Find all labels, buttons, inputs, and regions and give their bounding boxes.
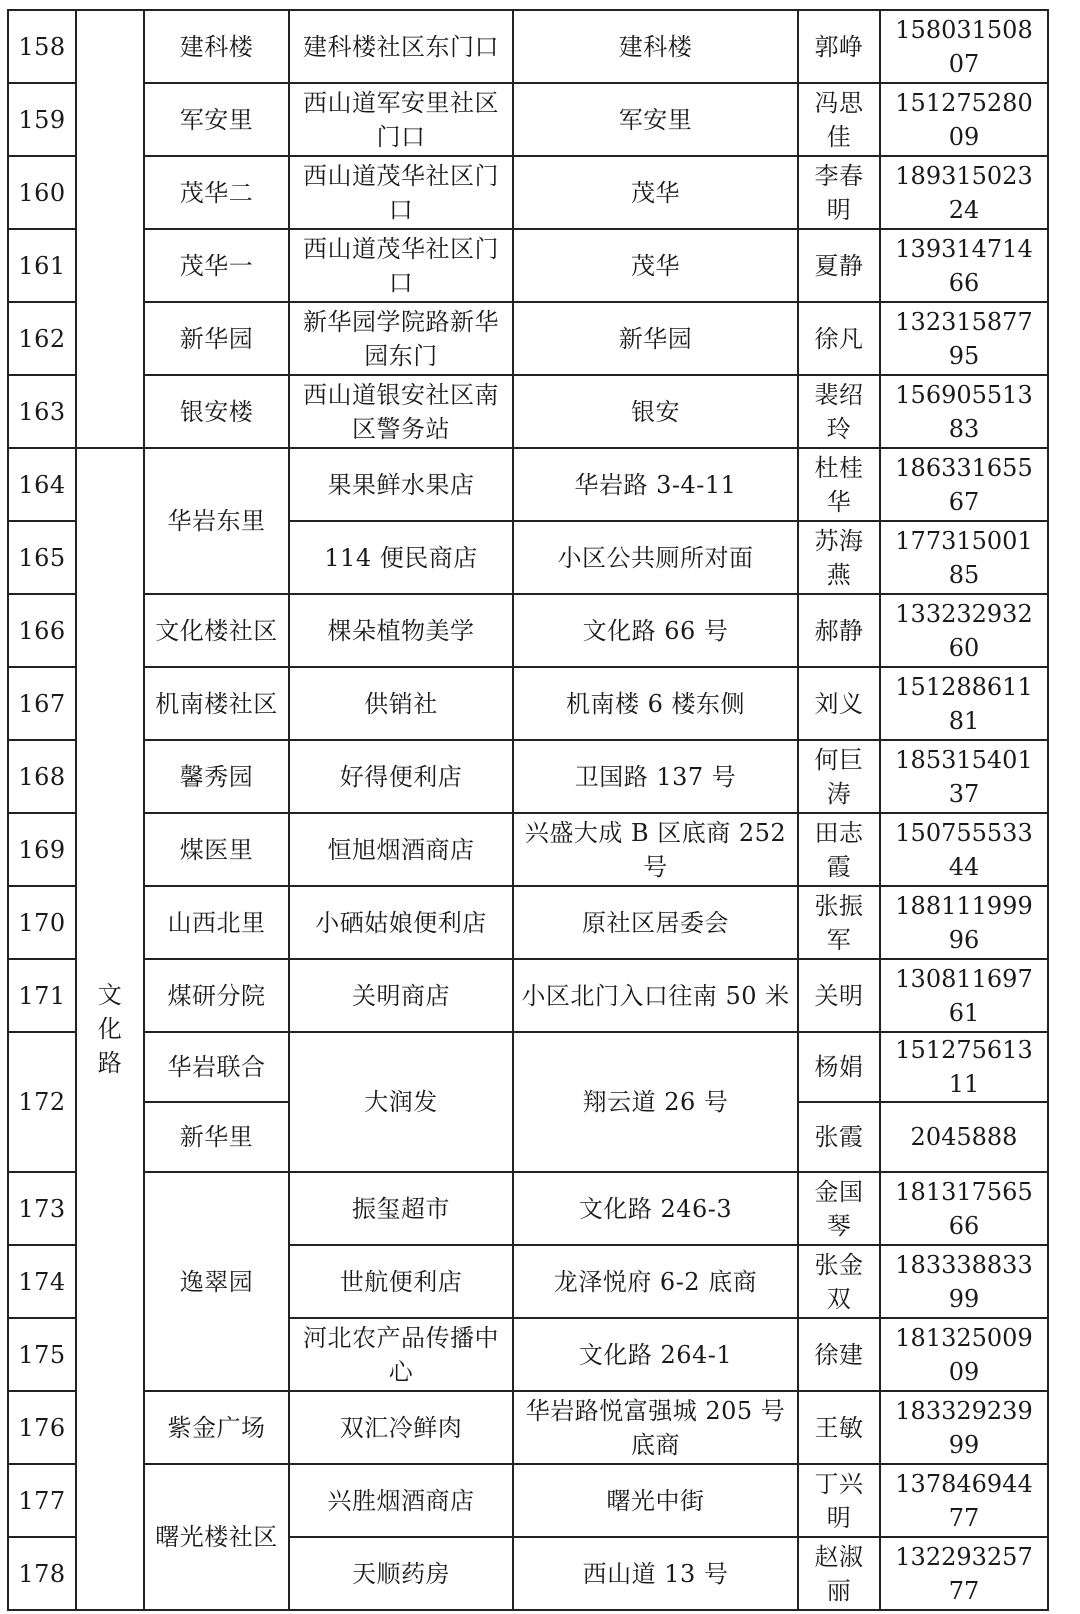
location-cell: 文化路 66 号 (513, 594, 798, 667)
row-number: 176 (8, 1391, 76, 1464)
row-number: 173 (8, 1172, 76, 1245)
district-cell-blank (76, 10, 144, 448)
location-cell: 西山道 13 号 (513, 1537, 798, 1610)
contact-cell: 郭峥 (798, 10, 880, 83)
row-number: 163 (8, 375, 76, 448)
phone-cell: 18931502324 (880, 156, 1048, 229)
contact-cell: 刘义 (798, 667, 880, 740)
table-row (8, 886, 1048, 959)
contact-cell: 张霞 (798, 1102, 880, 1172)
community-cell: 煤研分院 (144, 959, 289, 1032)
phone-cell: 13784694477 (880, 1464, 1048, 1537)
phone-cell: 15803150807 (880, 10, 1048, 83)
location-cell: 茂华 (513, 229, 798, 302)
location-cell: 机南楼 6 楼东侧 (513, 667, 798, 740)
row-number: 160 (8, 156, 76, 229)
table-row (8, 594, 1048, 667)
contact-cell: 赵淑丽 (798, 1537, 880, 1610)
row-number: 175 (8, 1318, 76, 1391)
community-cell: 山西北里 (144, 886, 289, 959)
phone-cell: 18633165567 (880, 448, 1048, 521)
site-cell: 新华园学院路新华园东门 (289, 302, 513, 375)
location-cell: 银安 (513, 375, 798, 448)
phone-cell: 18131756566 (880, 1172, 1048, 1245)
table-row (8, 375, 1048, 448)
community-cell: 机南楼社区 (144, 667, 289, 740)
phone-cell: 13231587795 (880, 302, 1048, 375)
site-cell: 关明商店 (289, 959, 513, 1032)
contact-cell: 杜桂华 (798, 448, 880, 521)
community-cell: 华岩东里 (144, 448, 289, 594)
contact-cell: 杨娟 (798, 1032, 880, 1102)
site-cell: 双汇冷鲜肉 (289, 1391, 513, 1464)
community-cell: 馨秀园 (144, 740, 289, 813)
table-row (8, 302, 1048, 375)
site-cell: 小硒姑娘便利店 (289, 886, 513, 959)
site-cell: 大润发 (289, 1032, 513, 1172)
table-row (8, 959, 1048, 1032)
phone-cell: 13229325777 (880, 1537, 1048, 1610)
contact-cell: 关明 (798, 959, 880, 1032)
location-cell: 军安里 (513, 83, 798, 156)
table-row (8, 448, 1048, 521)
location-cell: 茂华 (513, 156, 798, 229)
phone-cell: 15690551383 (880, 375, 1048, 448)
community-cell: 银安楼 (144, 375, 289, 448)
site-cell: 建科楼社区东门口 (289, 10, 513, 83)
row-number: 177 (8, 1464, 76, 1537)
community-cell: 茂华二 (144, 156, 289, 229)
site-cell: 供销社 (289, 667, 513, 740)
district-cell: 文化路 (76, 448, 144, 1610)
phone-cell: 15127528009 (880, 83, 1048, 156)
contact-cell: 张金双 (798, 1245, 880, 1318)
site-table (7, 9, 1049, 1611)
row-number: 174 (8, 1245, 76, 1318)
community-cell: 华岩联合 (144, 1032, 289, 1102)
location-cell: 原社区居委会 (513, 886, 798, 959)
table-row (8, 1464, 1048, 1537)
contact-cell: 田志霞 (798, 813, 880, 886)
row-number: 164 (8, 448, 76, 521)
site-cell: 振玺超市 (289, 1172, 513, 1245)
site-cell: 恒旭烟酒商店 (289, 813, 513, 886)
community-cell: 军安里 (144, 83, 289, 156)
location-cell: 华岩路悦富强城 205 号底商 (513, 1391, 798, 1464)
contact-cell: 丁兴明 (798, 1464, 880, 1537)
location-cell: 曙光中街 (513, 1464, 798, 1537)
contact-cell: 苏海燕 (798, 521, 880, 594)
row-number: 161 (8, 229, 76, 302)
phone-cell: 15127561311 (880, 1032, 1048, 1102)
row-number: 158 (8, 10, 76, 83)
contact-cell: 金国琴 (798, 1172, 880, 1245)
community-cell: 煤医里 (144, 813, 289, 886)
table-row (8, 667, 1048, 740)
location-cell: 龙泽悦府 6-2 底商 (513, 1245, 798, 1318)
site-cell: 好得便利店 (289, 740, 513, 813)
row-number: 172 (8, 1032, 76, 1172)
phone-cell: 15128861181 (880, 667, 1048, 740)
community-cell: 紫金广场 (144, 1391, 289, 1464)
table-row (8, 83, 1048, 156)
community-cell: 文化楼社区 (144, 594, 289, 667)
site-cell: 世航便利店 (289, 1245, 513, 1318)
site-cell: 西山道茂华社区门口 (289, 156, 513, 229)
site-cell: 西山道茂华社区门口 (289, 229, 513, 302)
site-cell: 114 便民商店 (289, 521, 513, 594)
location-cell: 建科楼 (513, 10, 798, 83)
row-number: 165 (8, 521, 76, 594)
table-row (8, 10, 1048, 83)
site-cell: 天顺药房 (289, 1537, 513, 1610)
table-row (8, 229, 1048, 302)
phone-cell: 15075553344 (880, 813, 1048, 886)
row-number: 166 (8, 594, 76, 667)
phone-cell: 18332923999 (880, 1391, 1048, 1464)
site-cell: 兴胜烟酒商店 (289, 1464, 513, 1537)
location-cell: 文化路 246-3 (513, 1172, 798, 1245)
location-cell: 兴盛大成 B 区底商 252 号 (513, 813, 798, 886)
row-number: 169 (8, 813, 76, 886)
community-cell: 新华里 (144, 1102, 289, 1172)
contact-cell: 徐建 (798, 1318, 880, 1391)
phone-cell: 13931471466 (880, 229, 1048, 302)
table-row (8, 740, 1048, 813)
location-cell: 翔云道 26 号 (513, 1032, 798, 1172)
row-number: 159 (8, 83, 76, 156)
location-cell: 华岩路 3-4-11 (513, 448, 798, 521)
row-number: 167 (8, 667, 76, 740)
table-row (8, 1391, 1048, 1464)
site-cell: 西山道银安社区南区警务站 (289, 375, 513, 448)
table-row (8, 1172, 1048, 1245)
row-number: 171 (8, 959, 76, 1032)
location-cell: 小区公共厕所对面 (513, 521, 798, 594)
row-number: 178 (8, 1537, 76, 1610)
row-number: 162 (8, 302, 76, 375)
contact-cell: 徐凡 (798, 302, 880, 375)
location-cell: 新华园 (513, 302, 798, 375)
site-cell: 西山道军安里社区门口 (289, 83, 513, 156)
contact-cell: 王敏 (798, 1391, 880, 1464)
contact-cell: 郝静 (798, 594, 880, 667)
row-number: 170 (8, 886, 76, 959)
community-cell: 新华园 (144, 302, 289, 375)
table-row (8, 156, 1048, 229)
location-cell: 小区北门入口往南 50 米 (513, 959, 798, 1032)
location-cell: 文化路 264-1 (513, 1318, 798, 1391)
phone-cell: 13081169761 (880, 959, 1048, 1032)
phone-cell: 2045888 (880, 1102, 1048, 1172)
row-number: 168 (8, 740, 76, 813)
community-cell: 曙光楼社区 (144, 1464, 289, 1610)
contact-cell: 李春明 (798, 156, 880, 229)
phone-cell: 18132500909 (880, 1318, 1048, 1391)
contact-cell: 裴绍玲 (798, 375, 880, 448)
contact-cell: 冯思佳 (798, 83, 880, 156)
community-cell: 茂华一 (144, 229, 289, 302)
contact-cell: 夏静 (798, 229, 880, 302)
site-cell: 河北农产品传播中心 (289, 1318, 513, 1391)
phone-cell: 13323293260 (880, 594, 1048, 667)
site-cell: 棵朵植物美学 (289, 594, 513, 667)
phone-cell: 17731500185 (880, 521, 1048, 594)
phone-cell: 18811199996 (880, 886, 1048, 959)
phone-cell: 18333883399 (880, 1245, 1048, 1318)
phone-cell: 18531540137 (880, 740, 1048, 813)
contact-cell: 张振军 (798, 886, 880, 959)
table-row (8, 813, 1048, 886)
contact-cell: 何巨涛 (798, 740, 880, 813)
table-row (8, 1032, 1048, 1102)
site-cell: 果果鲜水果店 (289, 448, 513, 521)
community-cell: 逸翠园 (144, 1172, 289, 1391)
community-cell: 建科楼 (144, 10, 289, 83)
location-cell: 卫国路 137 号 (513, 740, 798, 813)
